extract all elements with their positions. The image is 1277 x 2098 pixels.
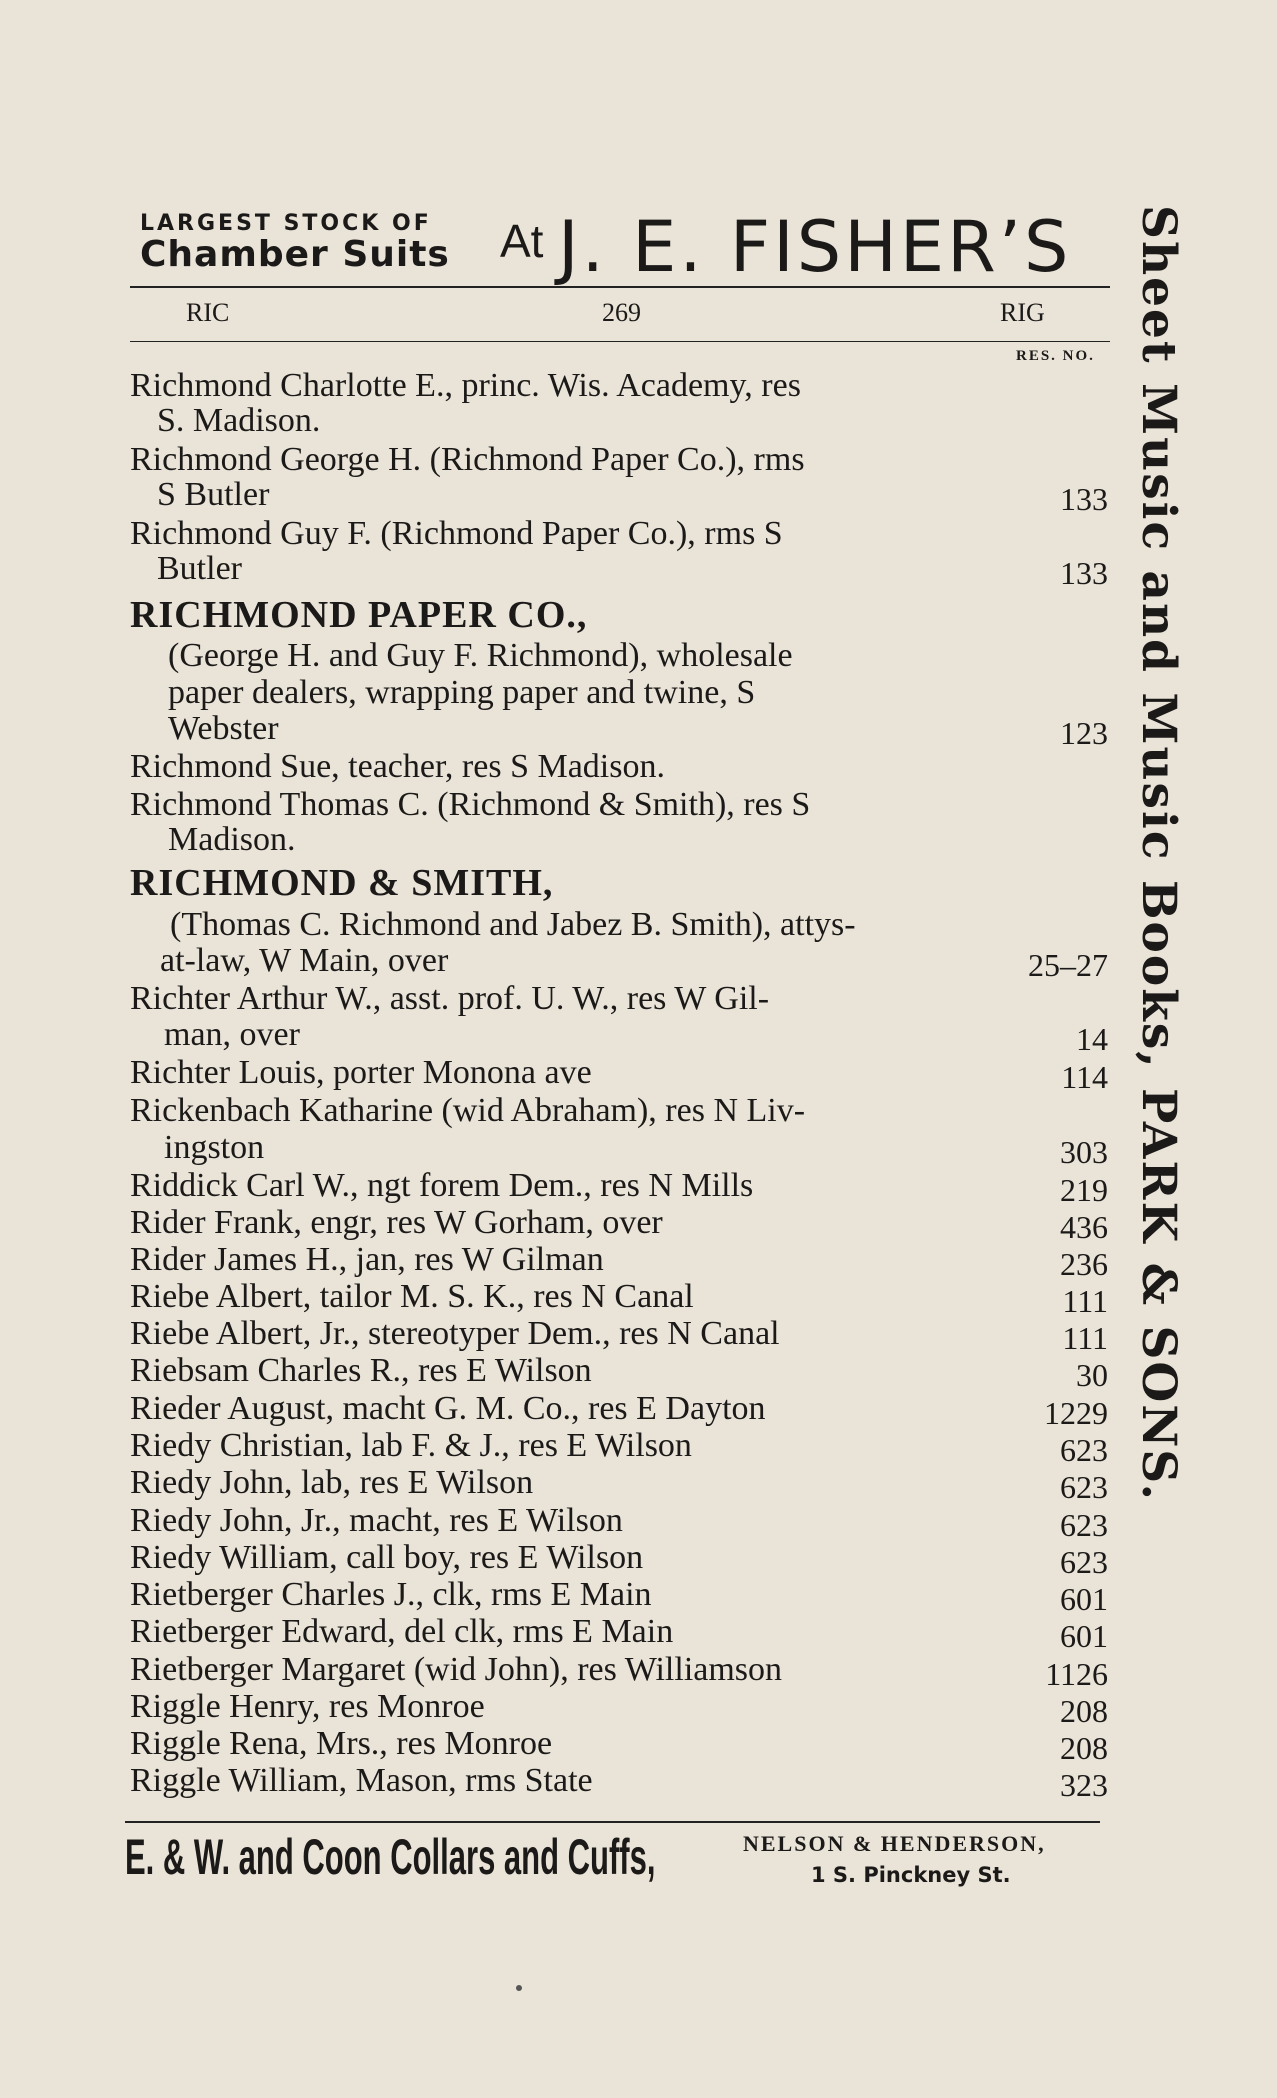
residence-number: 436 — [1060, 1209, 1108, 1245]
firm-heading: RICHMOND PAPER CO., — [130, 594, 588, 636]
entry-text: Webster — [168, 710, 279, 747]
residence-number: 123 — [1060, 715, 1108, 751]
residence-number: 219 — [1060, 1172, 1108, 1208]
header-fisher-name: J. E. FISHER’S — [558, 206, 1072, 288]
entry-text: Riggle Rena, Mrs., res Monroe — [130, 1725, 553, 1762]
entry-text: Richmond Guy F. (Richmond Paper Co.), rms S — [130, 515, 783, 552]
residence-number: 623 — [1060, 1507, 1108, 1543]
residence-number: 623 — [1060, 1469, 1108, 1505]
residence-number: 1229 — [1044, 1395, 1108, 1431]
entry-text: Riddick Carl W., ngt forem Dem., res N Mills — [130, 1167, 754, 1204]
residence-number: 208 — [1060, 1693, 1108, 1729]
res-no-label: RES. NO. — [1016, 348, 1095, 364]
running-head-left: RIC — [186, 298, 230, 327]
residence-number: 25–27 — [1028, 947, 1108, 983]
entry-text: Richter Arthur W., asst. prof. U. W., res W Gil- — [130, 980, 770, 1017]
entry-text: Riggle William, Mason, rms State — [130, 1762, 593, 1799]
footer-address: 1 S. Pinckney St. — [811, 1863, 1011, 1887]
residence-number: 601 — [1060, 1618, 1108, 1654]
residence-number: 30 — [1076, 1357, 1108, 1393]
firm-heading: RICHMOND & SMITH, — [130, 862, 554, 904]
entry-text: at-law, W Main, over — [160, 942, 449, 979]
entry-text: ingston — [164, 1129, 265, 1166]
entry-text: S. Madison. — [157, 402, 321, 439]
residence-number: 208 — [1060, 1730, 1108, 1766]
entry-text: Riebe Albert, Jr., stereotyper Dem., res N Canal — [130, 1315, 780, 1352]
header-largest-stock: LARGEST STOCK OF — [140, 211, 432, 236]
header-chamber-suits: Chamber Suits — [140, 234, 450, 275]
entry-text: paper dealers, wrapping paper and twine, S — [168, 674, 756, 711]
entry-text: Richmond Sue, teacher, res S Madison. — [130, 748, 665, 785]
entry-text: Butler — [157, 550, 242, 587]
side-advertisement: Sheet Music and Music Books, PARK & SONS. — [1131, 205, 1186, 1502]
residence-number: 133 — [1060, 481, 1108, 517]
paper-speck — [516, 1985, 522, 1991]
residence-number: 111 — [1062, 1283, 1108, 1319]
residence-number: 133 — [1060, 555, 1108, 591]
entry-text: Riebe Albert, tailor M. S. K., res N Canal — [130, 1278, 694, 1315]
entry-text: Richter Louis, porter Monona ave — [130, 1054, 592, 1091]
residence-number: 601 — [1060, 1581, 1108, 1617]
entry-text: Rider James H., jan, res W Gilman — [130, 1241, 604, 1278]
entry-text: Rickenbach Katharine (wid Abraham), res N Liv- — [130, 1092, 806, 1129]
footer-advertisement — [125, 1815, 1105, 1905]
entry-text: Riebsam Charles R., res E Wilson — [130, 1352, 592, 1389]
residence-number: 111 — [1062, 1320, 1108, 1356]
entry-text: Richmond Charlotte E., princ. Wis. Academy, res — [130, 367, 801, 404]
footer-firm-name: NELSON & HENDERSON, — [743, 1831, 1046, 1856]
residence-number: 303 — [1060, 1134, 1108, 1170]
entry-text: (Thomas C. Richmond and Jabez B. Smith), attys- — [170, 906, 856, 943]
entry-text: man, over — [164, 1016, 300, 1053]
entry-text: Riedy John, lab, res E Wilson — [130, 1464, 534, 1501]
entry-text: Riggle Henry, res Monroe — [130, 1688, 485, 1725]
entry-text: Madison. — [168, 821, 296, 858]
entry-text: Rietberger Edward, del clk, rms E Main — [130, 1613, 674, 1650]
residence-number: 1126 — [1045, 1656, 1108, 1692]
residence-number: 323 — [1060, 1767, 1108, 1803]
entry-text: Rietberger Charles J., clk, rms E Main — [130, 1576, 652, 1613]
entry-text: Rietberger Margaret (wid John), res Williamson — [130, 1651, 783, 1688]
entry-text: (George H. and Guy F. Richmond), wholesale — [168, 637, 793, 674]
residence-number: 623 — [1060, 1432, 1108, 1468]
entry-text: Riedy Christian, lab F. & J., res E Wilson — [130, 1427, 692, 1464]
entry-text: Riedy William, call boy, res E Wilson — [130, 1539, 644, 1576]
residence-number: 623 — [1060, 1544, 1108, 1580]
entry-text: Richmond George H. (Richmond Paper Co.), rms — [130, 441, 805, 478]
entry-text: Rieder August, macht G. M. Co., res E Dayton — [130, 1390, 766, 1427]
entry-text: Richmond Thomas C. (Richmond & Smith), res S — [130, 786, 811, 823]
entry-text: S Butler — [157, 476, 270, 513]
residence-number: 14 — [1076, 1021, 1108, 1057]
entry-text: Riedy John, Jr., macht, res E Wilson — [130, 1502, 623, 1539]
entry-text: Rider Frank, engr, res W Gorham, over — [130, 1204, 663, 1241]
page-number: 269 — [602, 298, 641, 327]
running-head-right: RIG — [1000, 298, 1045, 327]
residence-number: 114 — [1061, 1059, 1108, 1095]
residence-number: 236 — [1060, 1246, 1108, 1282]
header-at: At — [500, 215, 544, 267]
footer-collars-cuffs: E. & W. and Coon Collars and Cuffs, — [125, 1829, 656, 1885]
